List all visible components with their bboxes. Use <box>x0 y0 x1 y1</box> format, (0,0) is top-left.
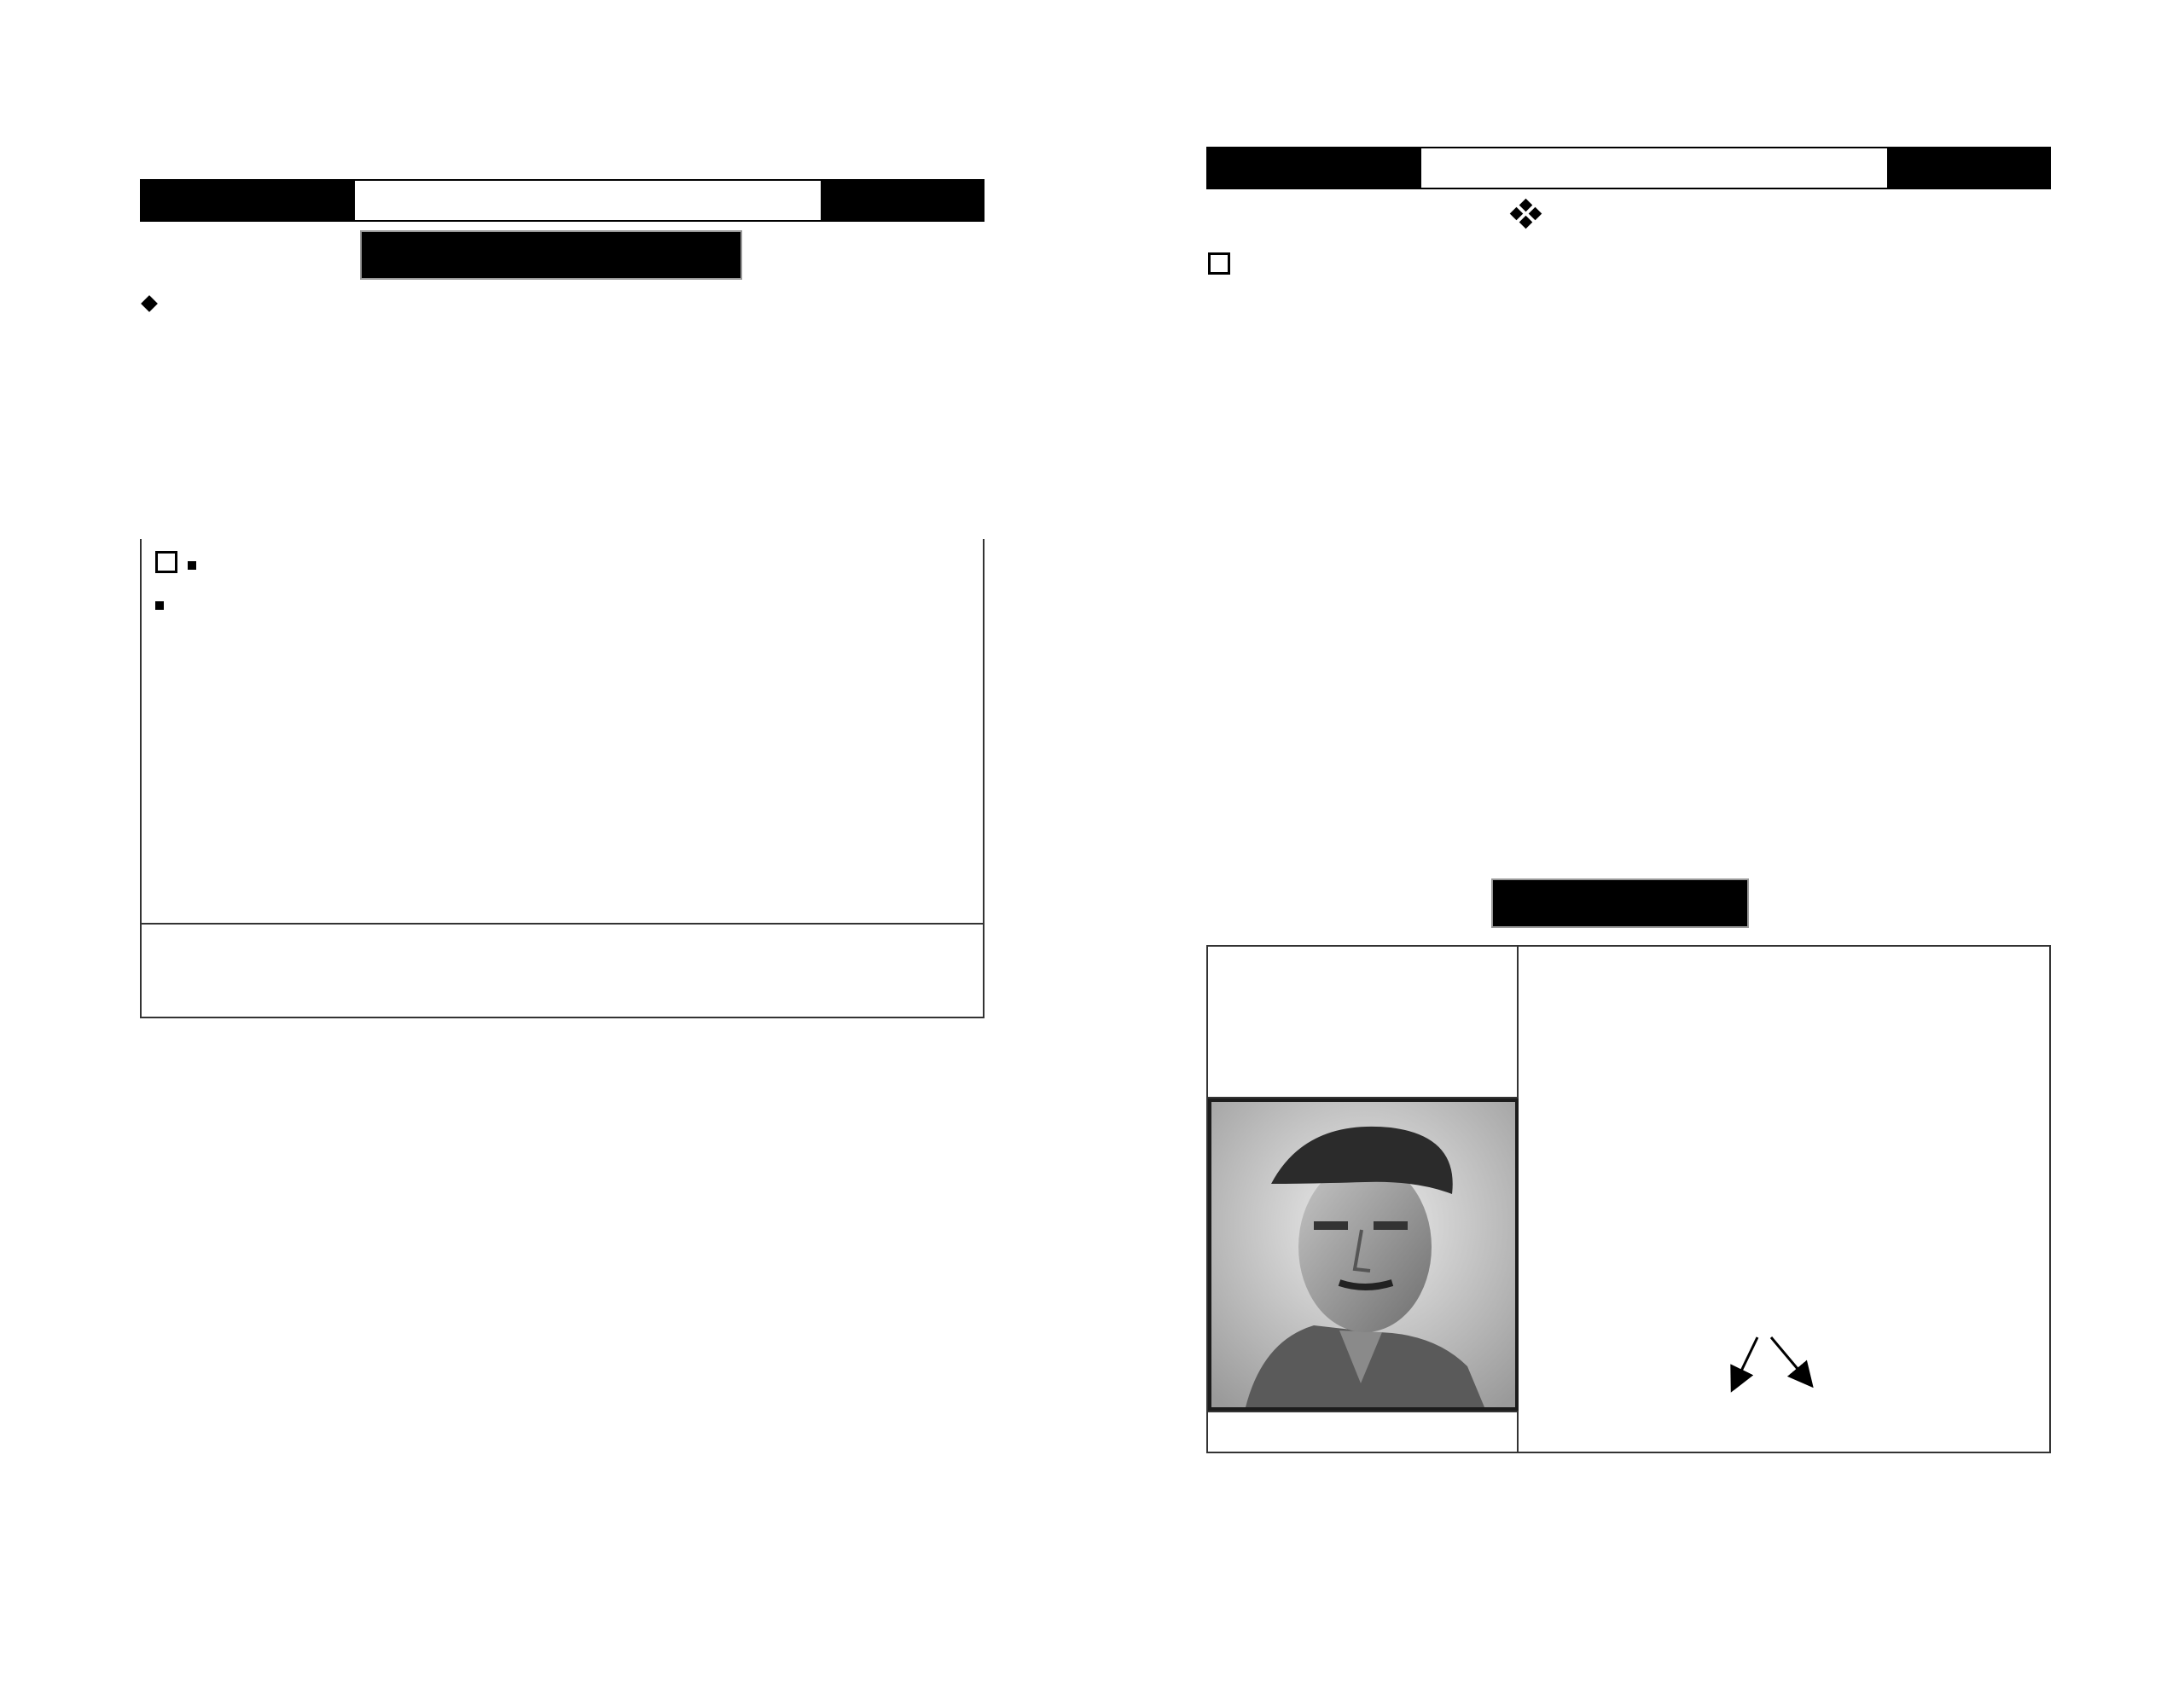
right-header-search <box>1208 148 1421 188</box>
right-subtitle <box>1512 196 1556 234</box>
diamond-bullet-icon <box>141 295 158 312</box>
checkbox-square-icon <box>1208 252 1230 275</box>
left-info-box <box>140 539 985 925</box>
left-header <box>140 179 985 222</box>
right-header-page-number <box>1887 148 2049 188</box>
four-diamond-icon <box>1512 200 1541 226</box>
arrow-left-icon <box>1735 1337 1757 1383</box>
info-line-para2 <box>155 584 969 624</box>
intro-title <box>1491 878 1749 928</box>
right-tip <box>1208 247 1237 283</box>
forces-title <box>140 925 985 1018</box>
square-bullet-icon <box>188 561 196 570</box>
diagram-arrows <box>1706 1330 1843 1407</box>
left-header-page-number <box>821 181 983 220</box>
left-intro <box>143 287 174 321</box>
square-bullet-icon <box>155 601 164 610</box>
left-header-title <box>355 181 821 220</box>
portrait-drawing <box>1211 1102 1515 1407</box>
checkbox-square-icon <box>155 551 177 573</box>
portrait-photo <box>1208 1099 1519 1411</box>
right-header <box>1206 147 2051 189</box>
left-section-title <box>360 230 742 280</box>
arrow-right-icon <box>1771 1337 1807 1380</box>
right-header-title <box>1421 148 1887 188</box>
info-line-1 <box>155 544 969 584</box>
left-header-search <box>142 181 355 220</box>
profile-divider-photo-bottom <box>1206 1411 1519 1412</box>
